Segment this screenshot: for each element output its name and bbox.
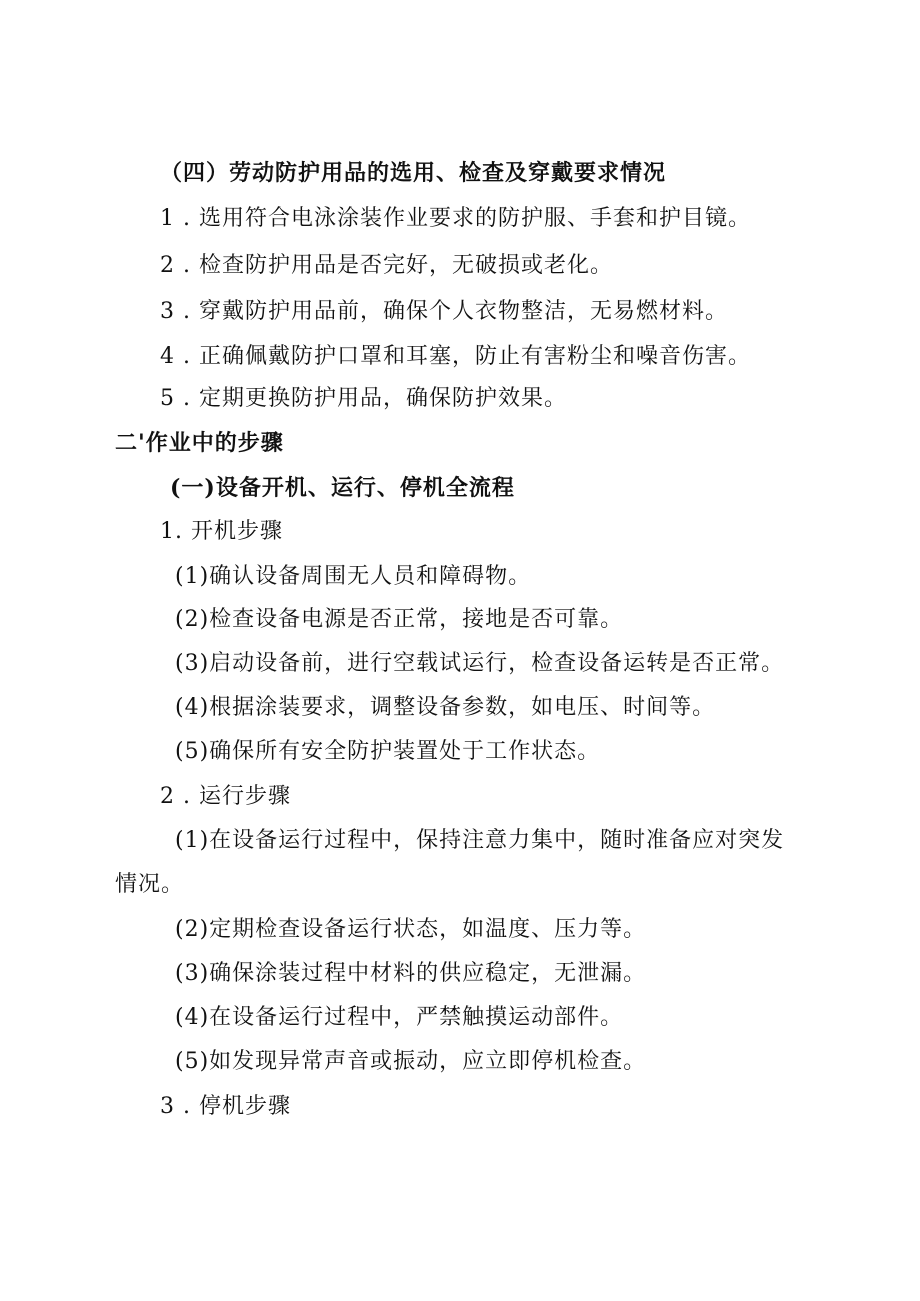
startup-step-2: (2)检查设备电源是否正常，接地是否可靠。 (175, 607, 624, 632)
ppe-item-5: 5 . 定期更换防护用品，确保防护效果。 (160, 386, 567, 411)
shutdown-heading: 3 . 停机步骤 (160, 1094, 291, 1119)
startup-step-1: (1)确认设备周围无人员和障碍物。 (175, 564, 532, 589)
part-heading-steps: 二'作业中的步骤 (115, 430, 284, 456)
startup-step-3: (3)启动设备前，进行空载试运行，检查设备运转是否正常。 (175, 651, 785, 676)
startup-step-4: (4)根据涂装要求，调整设备参数，如电压、时间等。 (175, 695, 716, 720)
running-step-4: (4)在设备运行过程中，严禁触摸运动部件。 (175, 1005, 624, 1030)
ppe-item-3: 3 . 穿戴防护用品前，确保个人衣物整洁，无易燃材料。 (160, 299, 728, 324)
ppe-item-1: 1 . 选用符合电泳涂装作业要求的防护服、手套和护目镜。 (160, 206, 751, 231)
running-step-2: (2)定期检查设备运行状态，如温度、压力等。 (175, 917, 647, 942)
startup-step-5: (5)确保所有安全防护装置处于工作状态。 (175, 739, 601, 764)
subsection-heading-equipment: (一)设备开机、运行、停机全流程 (170, 475, 515, 501)
ppe-item-2: 2 . 检查防护用品是否完好，无破损或老化。 (160, 253, 613, 278)
running-step-1-line-2: 情况。 (115, 872, 185, 897)
running-step-5: (5)如发现异常声音或振动，应立即停机检查。 (175, 1049, 647, 1074)
startup-heading: 1. 开机步骤 (160, 519, 283, 544)
section-heading-ppe: （四）劳动防护用品的选用、检查及穿戴要求情况 (160, 160, 667, 186)
running-step-1-line-1: (1)在设备运行过程中，保持注意力集中，随时准备应对突发 (175, 828, 785, 853)
running-heading: 2 . 运行步骤 (160, 784, 291, 809)
running-step-3: (3)确保涂装过程中材料的供应稳定，无泄漏。 (175, 961, 647, 986)
ppe-item-4: 4 . 正确佩戴防护口罩和耳塞，防止有害粉尘和噪音伤害。 (160, 344, 751, 369)
